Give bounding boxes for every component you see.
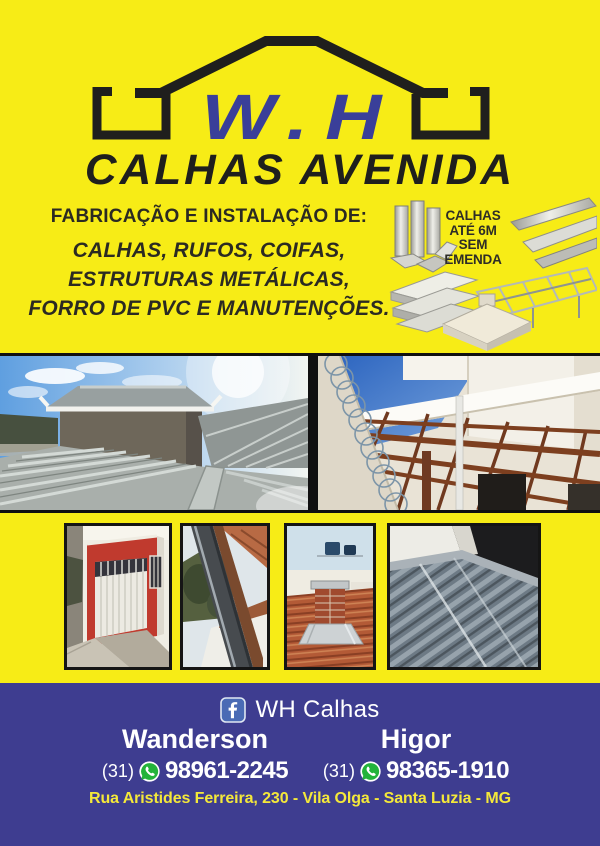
photo-gutter-detail [180,523,270,670]
logo-initials: W.H [201,81,399,153]
area-code: (31) [322,760,355,781]
photo-row-large [0,353,600,513]
photo-red-house [64,523,172,670]
contact-phone [276,757,556,785]
facebook-row [0,696,600,724]
badge-calhas-6m [421,209,525,267]
phone-number: 98961-2245 [164,757,289,785]
services-block [28,206,390,323]
whatsapp-icon [139,761,160,782]
contact-higor [276,725,556,785]
facebook-page-name: WH Calhas [255,696,380,723]
photo-metal-roof [387,523,541,670]
phone-number: 98365-1910 [385,757,510,785]
footer-contact-bar [0,683,600,846]
contact-name: Higor [380,724,452,754]
badge-line: SEM [458,237,488,253]
facebook-icon [220,697,246,723]
photo-tiled-roof [0,356,308,510]
badge-line: EMENDA [444,251,502,267]
whatsapp-icon [360,761,381,782]
service-line: ESTRUTURAS METÁLICAS, [68,267,350,291]
service-line: CALHAS, RUFOS, COIFAS, [72,239,346,262]
street-address: Rua Aristides Ferreira, 230 - Vila Olga - Santa Luzia - MG [89,790,511,807]
photo-row-small [0,523,600,670]
service-line: FORRO DE PVC E MANUTENÇÕES. [28,296,390,320]
badge-line: ATÉ 6M [449,222,497,238]
photo-pergola [318,356,600,510]
contact-name: Wanderson [121,724,268,754]
photo-chimney [284,523,376,670]
area-code: (31) [101,760,134,781]
badge-line: CALHAS [445,208,501,223]
company-name: CALHAS AVENIDA [84,146,516,194]
services-heading: FABRICAÇÃO E INSTALAÇÃO DE: [50,206,368,227]
products-illustration [383,196,597,351]
